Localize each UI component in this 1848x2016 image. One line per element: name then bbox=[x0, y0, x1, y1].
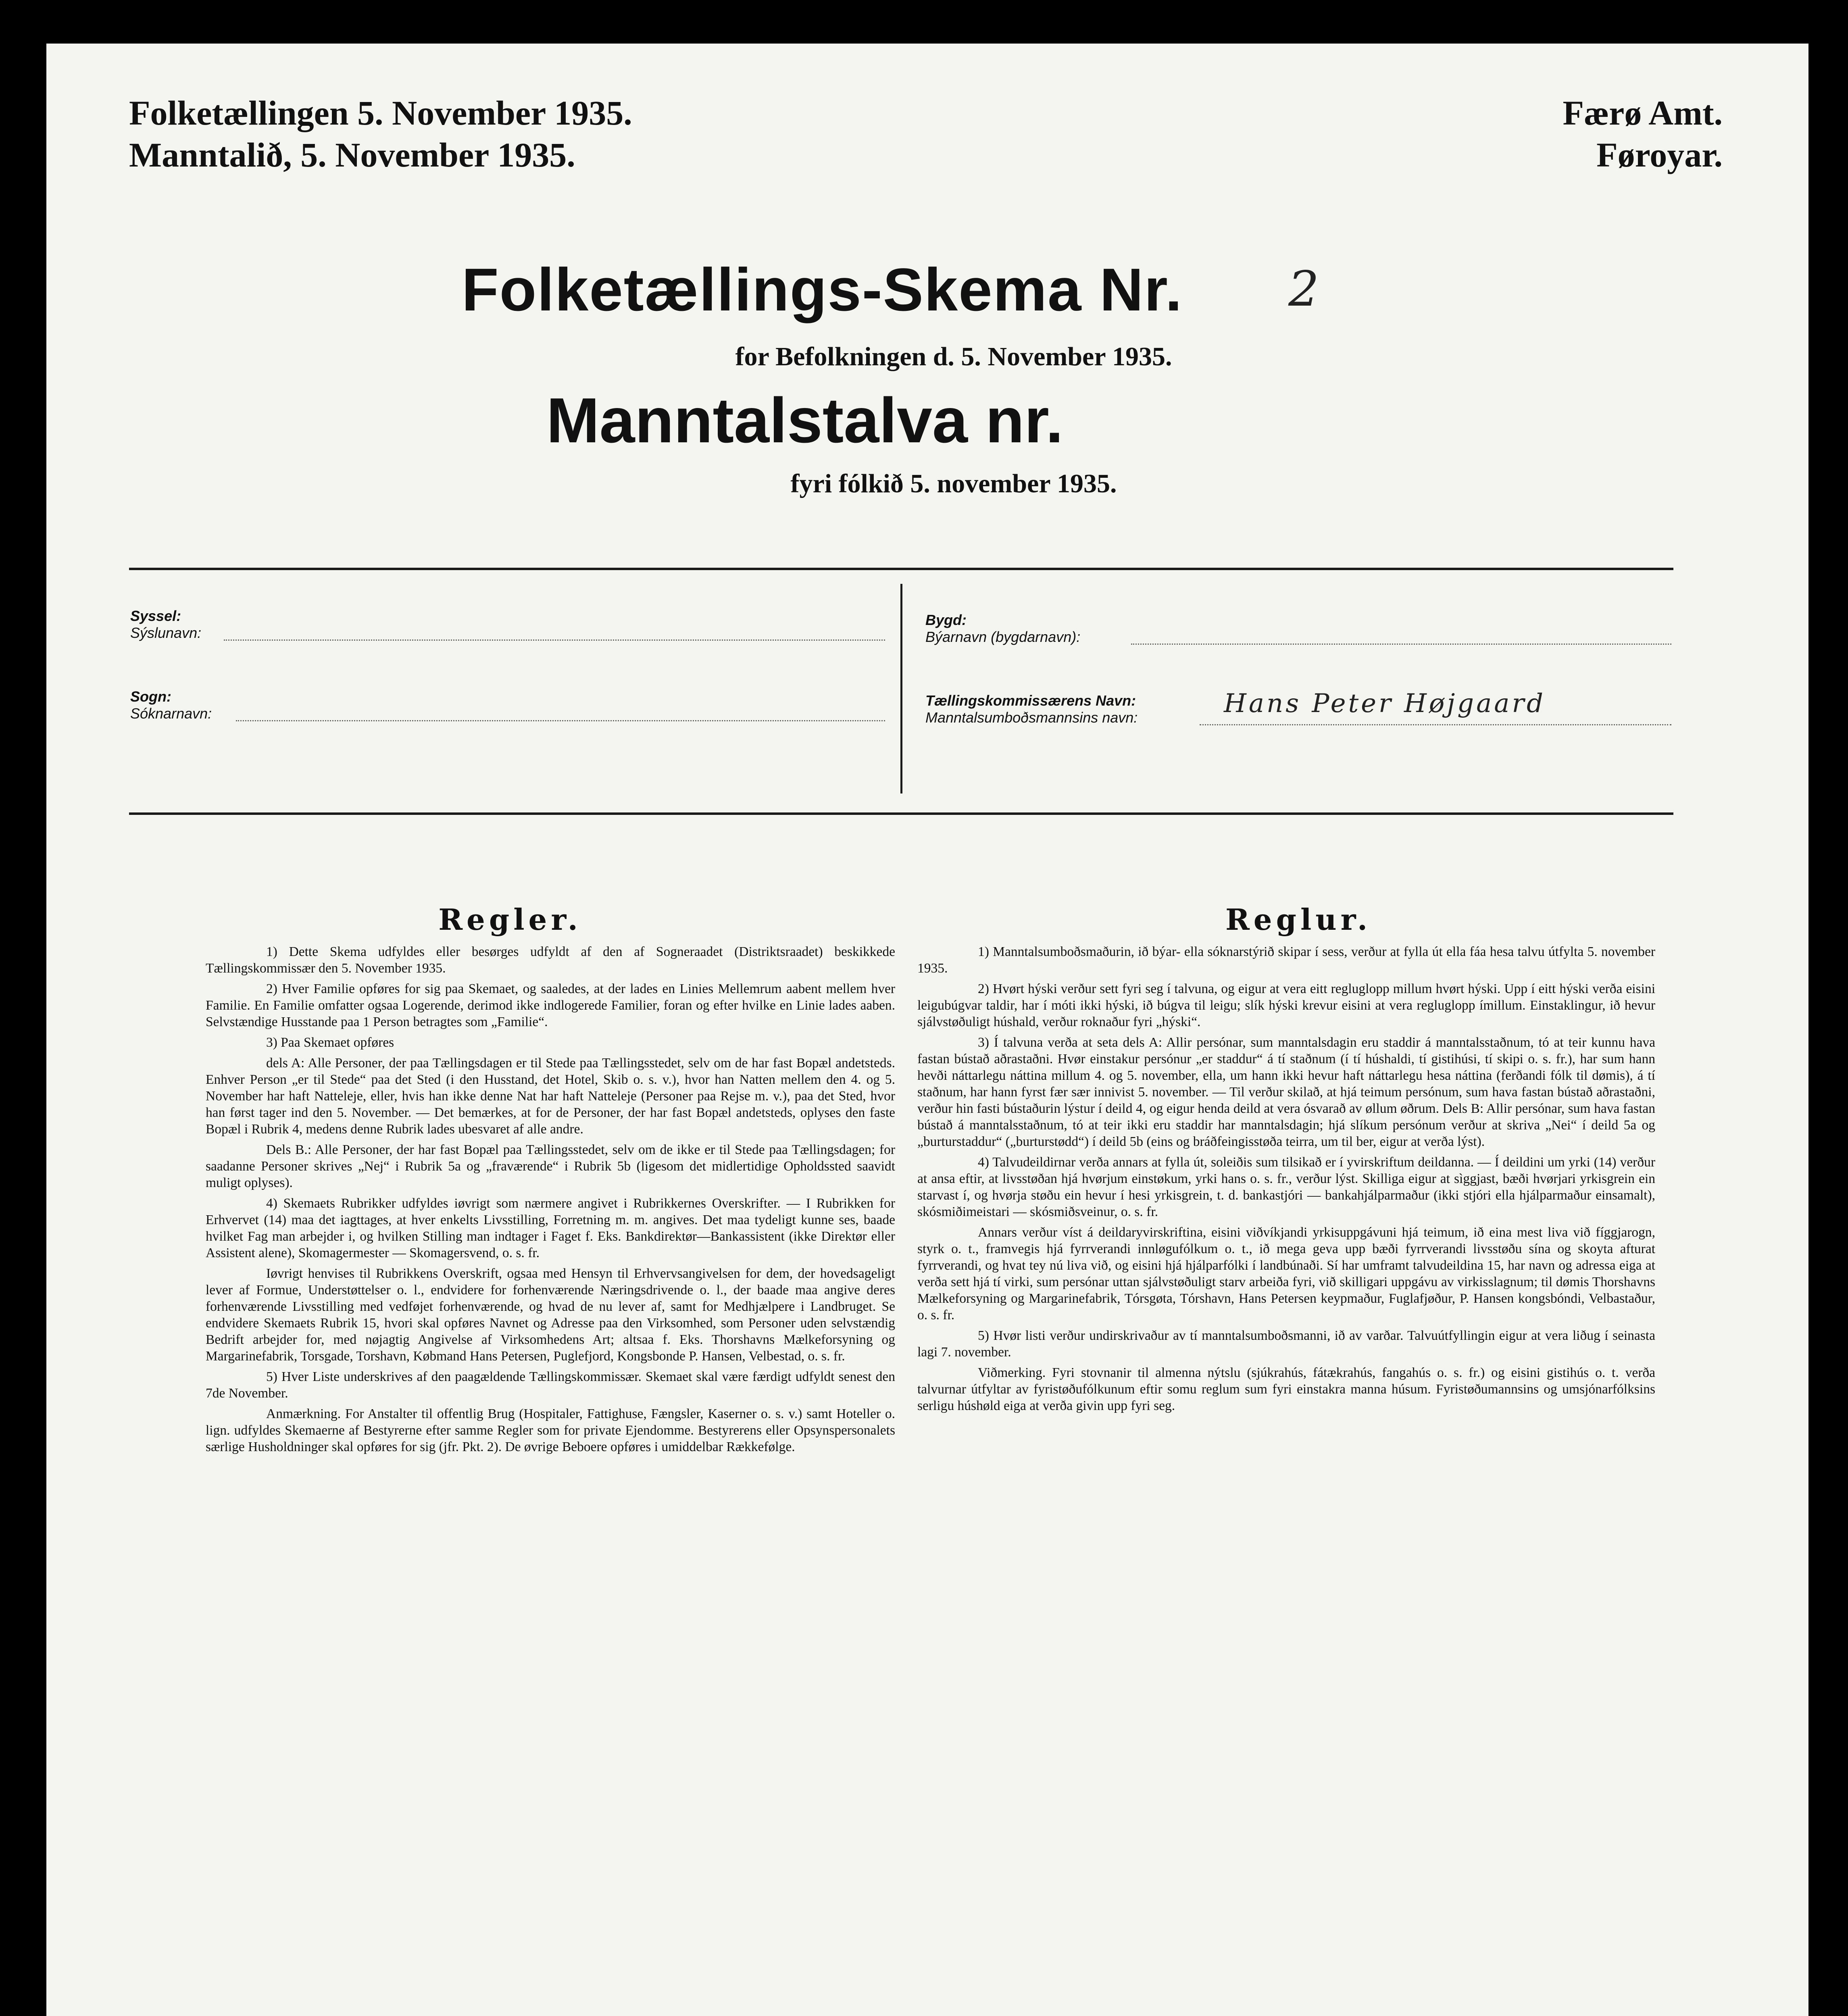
regler-paragraph: Anmærkning. For Anstalter til offentlig Brug (Hospitaler, Fattighuse, Fængsler, Kaserner o. s. v.) samt Hoteller o. lign. udfyldes Skemaerne af Bestyrerne efter samme Regler som for private Ejendomme. Bestyrerens eller Opsynspersonalets særlige Husholdninger skal opføres for sig (jfr. Pkt. 2). De øvrige Beboere opføres i umiddelbar Rækkefølge. bbox=[206, 1406, 895, 1454]
regler-text bbox=[206, 943, 895, 1459]
kommissaer-handwritten-name: Hans Peter Højgaard bbox=[1224, 689, 1546, 719]
form-title-fo: Manntalstalva nr. bbox=[546, 385, 1063, 456]
label-syslunavn: Sýslunavn: bbox=[130, 625, 202, 641]
reglur-paragraph: 4) Talvudeildirnar verða annars at fylla út, soleiðis sum tilsikað er í yvirskriftum deildanna. — Í deildini um yrki (14) verður at ansa eftir, at livsstøðan hjá hvørjum einstøkum, yrki hans o. s. fr., verður lýst. Skilliga eigur at sìggjast, bæði hvørjari yrkisgrein ein starvast í, og hvørja støðu ein hevur í hesi yrkisgrein, t. d. bankastjóri — bankahjálparmaður (ikki stjóri ella hjálparmaður einsamalt), skósmiðimeistari — skósmiðsveinur, o. s. fr. bbox=[917, 1155, 1655, 1219]
sogn-input-line[interactable] bbox=[236, 720, 885, 721]
bygd-input-line[interactable] bbox=[1131, 644, 1671, 645]
label-bygd: Bygd: bbox=[925, 612, 967, 628]
form-number-handwritten: 2 bbox=[1288, 261, 1319, 317]
label-soknarnavn: Sóknarnavn: bbox=[130, 705, 212, 722]
regler-paragraph: 2) Hver Familie opføres for sig paa Skemaet, og saaledes, at der lades en Linies Mellemrum aabent mellem hver Familie. En Familie omfatter ogsaa Logerende, derimod ikke indlogerede Familier, foran og efter hvilke en Linie lades aaben. Selvstændige Husstande paa 1 Person betragtes som „Familie“. bbox=[206, 981, 895, 1029]
header-right-fo: Føroyar. bbox=[1596, 135, 1723, 174]
reglur-paragraph: 3) Í talvuna verða at seta dels A: Allir persónar, sum manntalsdagin eru staddir á manntalsstaðnum, tó at teir kunnu hava fastan bústað aðrastaðni. Hvør einstakur persónur „er staddur“ á tí staðnum (í tí húshaldi, tí gistihúsi, tí skipi o. s. fr.), har sum hann hevði náttarlegu náttina millum 4. og 5. november, ella, um hann ikki hevur haft náttarlegu hesa náttina (ferðandi fólk til dømis), á tí staðnum, har hann fyrst fær sær innivist 5. november. — Til verður skilað, at hjá teimum persónum, sum hava fastan bústað aðrastaðni, verður hin fasti bústaðurin lýstur í deild 4, og eigur henda deild at vera ósvarað av øllum øðrum. Dels B: Allir persónar, sum hava fastan bústað á manntalsstaðnum, tó at teir ikki eru staddir har manntalsdagin; hjá slíkum persónum verður at skriva „Nei“ í deild 5a og „burturstaddur“ („burturstødd“) í deild 5b (eins og bráðfeingisstøða teirra, um til ber, eigur at verða lýst). bbox=[917, 1035, 1655, 1149]
census-form-sheet bbox=[46, 44, 1808, 2016]
form-subtitle-da: for Befolkningen d. 5. November 1935. bbox=[735, 342, 1172, 371]
label-syssel: Syssel: bbox=[130, 608, 181, 624]
reglur-heading: Reglur. bbox=[1225, 902, 1372, 937]
field-divider bbox=[900, 584, 902, 793]
label-byarnavn: Býarnavn (bygdarnavn): bbox=[925, 629, 1081, 645]
field-top-rule bbox=[129, 568, 1673, 570]
syssel-input-line[interactable] bbox=[224, 639, 885, 641]
regler-paragraph: Iøvrigt henvises til Rubrikkens Overskrift, ogsaa med Hensyn til Erhvervsangivelsen for dem, der hovedsageligt lever af Formue, Understøttelser o. l., endvidere for forhenværende Næringsdrivende o. l., der baade maa angive deres forhenværende Livsstilling med vedføjet forhenværende, og hvad de nu lever af, samt for Medhjælpere i Landbruget. Se endvidere Skemaets Rubrik 15, hvori skal opføres Navnet og Adresse paa den Virksomhed, som Personer uden selvstændig Bedrift arbejder for, med nøjagtig Angivelse af Virksomhedens Art; altsaa f. Eks. Thorshavns Mælkeforsyning og Margarinefabrik, Torsgade, Torshavn, Købmand Hans Petersen, Puglefjord, Kongsbonde P. Hansen, Velbestad, o. s. fr. bbox=[206, 1266, 895, 1364]
reglur-text bbox=[917, 943, 1655, 1418]
reglur-paragraph: 1) Manntalsumboðsmaðurin, ið býar- ella sóknarstýrið skipar í sess, verður at fylla út ella fáa hesa talvu útfylta 5. november 1935. bbox=[917, 944, 1655, 976]
reglur-paragraph: 5) Hvør listi verður undirskrivaður av tí manntalsumboðsmanni, ið av varðar. Talvuútfyllingin eigur at vera liðug í seinasta lagi 7. november. bbox=[917, 1328, 1655, 1360]
regler-heading: Regler. bbox=[438, 902, 582, 937]
form-subtitle-fo: fyri fólkið 5. november 1935. bbox=[790, 469, 1117, 498]
regler-paragraph: dels A: Alle Personer, der paa Tællingsdagen er til Stede paa Tællingsstedet, selv om de har fast Bopæl andetsteds. Enhver Person „er til Stede“ paa det Sted (i den Husstand, det Hotel, Skib o. s. v.), hvor han Natten mellem den 4. og 5. November har haft Natteleje, eller, hvis han ikke denne Nat har haft Natteleje (Personer paa Rejse m. v.), paa det Sted, hvor han først tager ind den 5. November. — Det bemærkes, at for de Personer, der har fast Bopæl andetsteds, oplyses den faste Bopæl i Rubrik 4, medens denne Rubrik lades ubesvaret af alle andre. bbox=[206, 1056, 895, 1137]
kommissaer-input-line[interactable] bbox=[1200, 724, 1671, 725]
header-left-fo: Manntalið, 5. November 1935. bbox=[129, 135, 575, 174]
regler-paragraph: 3) Paa Skemaet opføres bbox=[266, 1035, 394, 1050]
field-bottom-rule bbox=[129, 812, 1673, 815]
regler-paragraph: 5) Hver Liste underskrives af den paagældende Tællingskommissær. Skemaet skal være færdigt udfyldt senest den 7de November. bbox=[206, 1369, 895, 1401]
reglur-paragraph: 2) Hvørt hýski verður sett fyri seg í talvuna, og eigur at vera eitt regluglopp millum hvørt hýski. Upp í eitt hýski verða eisini leigubúgvar taldir, har í móti ikki hýski, ið búgva til leigu; slík hýski krevur eisini at vera regluglopp ímillum. Einstaklingur, ið hevur sjálvstøðuligt húshald, verður roknaður fyri „hýski“. bbox=[917, 981, 1655, 1029]
label-kommissaer: Tællingskommissærens Navn: bbox=[925, 692, 1136, 709]
reglur-paragraph: Viðmerking. Fyri stovnanir til almenna nýtslu (sjúkrahús, fátækrahús, fangahús o. s. fr.) og eisini gistihús o. t. verða talvurnar útfyltar av fyristøðufólkunum eftir somu reglum sum fyri einstakra manna húsum. Fyristøðumannsins og umsjónarfólksins serligu húshøld eiga at verða givin upp fyri seg. bbox=[917, 1365, 1655, 1413]
regler-paragraph: Dels B.: Alle Personer, der har fast Bopæl paa Tællingsstedet, selv om de ikke er til Stede paa Tællingsdagen; for saadanne Personer skrives „Nej“ i Rubrik 5a og „fraværende“ i Rubrik 5b (ligesom det midlertidige Opholdssted saavidt muligt oplyses). bbox=[206, 1142, 895, 1190]
header-right-da: Færø Amt. bbox=[1563, 94, 1723, 132]
reglur-paragraph: Annars verður víst á deildaryvirskriftina, eisini viðvíkjandi yrkisuppgávuni hjá teimum, ið eina mest liva við fíggjarogn, styrk o. t., framvegis hjá fyrrverandi innløgufólkum o. t., ið mega geva upp bæði fyrrverandi livsstøðu sína og skoyta afturat fyrrverandi, og hvat tey nú liva við, og eisini hjá hjálparfólki í landbúnaði. Sí har umframt talvudeildina 15, har navn og adressa eiga at verða sett hjá tí virki, sum persónar uttan sjálvstøðuligt starv arbeiða fyri, við skilligari uppgávu av virkisslagnum; til dømis Thorshavns Mælkeforsyning og Margarinefabrik, Tórsgøta, Tórshavn, Hans Petersen keypmaður, Fuglafjøður, P. Hansen kongsbóndi, Velbastaður, o. s. fr. bbox=[917, 1225, 1655, 1322]
form-title-da: Folketællings-Skema Nr. bbox=[462, 256, 1183, 323]
label-sogn: Sogn: bbox=[130, 688, 171, 705]
header-left-da: Folketællingen 5. November 1935. bbox=[129, 94, 632, 132]
regler-paragraph: 1) Dette Skema udfyldes eller besørges udfyldt af den af Sogneraadet (Distriktsraadet) beskikkede Tællingskommissær den 5. November 1935. bbox=[206, 944, 895, 976]
regler-paragraph: 4) Skemaets Rubrikker udfyldes iøvrigt som nærmere angivet i Rubrikkernes Overskrifter. — I Rubrikken for Erhvervet (14) maa det iagttages, at hver enkelts Livsstilling, Forretning m. m. angives. Det maa tydeligt kunne ses, baade hvilket Fag man arbejder i, og hvilken Stilling man indtager i Faget f. Eks. Bankdirektør—Bankassistent (ikke Direktør eller Assistent alene), Skomagermester — Skomagersvend, o. s. fr. bbox=[206, 1196, 895, 1260]
label-umbodsmann: Manntalsumboðsmannsins navn: bbox=[925, 709, 1138, 726]
